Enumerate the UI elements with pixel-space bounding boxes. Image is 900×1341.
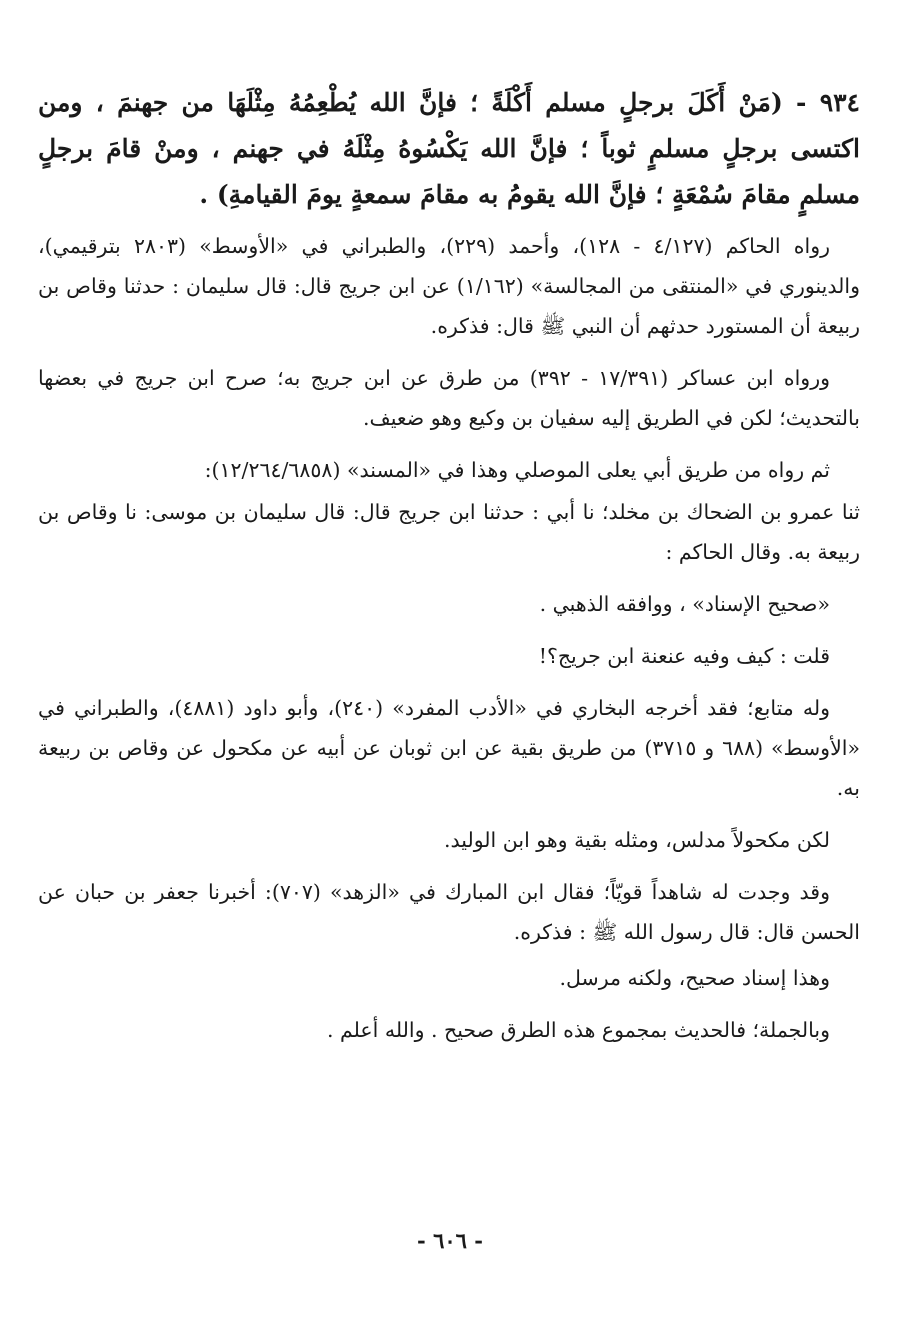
paragraph-isnad: ثنا عمرو بن الضحاك بن مخلد؛ نا أبي : حدثنا ابن جريج قال: قال سليمان بن موسى: نا وقاص بن ربيعة به. وقال الحاكم : xyxy=(38,500,860,564)
paragraph-ibn-asakir: ورواه ابن عساكر (١٧/٣٩١ - ٣٩٢) من طرق عن ابن جريج به؛ صرح ابن جريج في بعضها بالتحديث؛ لكن في الطريق إليه سفيان بن وكيع وهو ضعيف. xyxy=(38,366,860,430)
hadith-number: ٩٣٤ xyxy=(819,88,860,117)
paragraph-abu-yala: ثم رواه من طريق أبي يعلى الموصلي وهذا في «المسند» (١٢/٢٦٤/٦٨٥٨): xyxy=(204,458,830,482)
hadith-text xyxy=(38,80,860,218)
paragraph-mursal: وهذا إسناد صحيح، ولكنه مرسل. xyxy=(559,966,830,990)
hadith-matn: - (مَنْ أَكَلَ برجلٍ مسلم أَكْلَةً ؛ فإنَّ الله يُطْعِمُهُ مِثْلَهَا من جهنمَ ، ومن اكتسى برجلٍ مسلمٍ ثوباً ؛ فإنَّ الله يَكْسُوهُ مِثْلَهُ في جهنم ، ومنْ قامَ برجلٍ مسلمٍ مقامَ سُمْعَةٍ ؛ فإنَّ الله يقومُ به مقامَ سمعةٍ يومَ القيامةِ) . xyxy=(38,88,860,209)
paragraph-mutabi: وله متابع؛ فقد أخرجه البخاري في «الأدب المفرد» (٢٤٠)، وأبو داود (٤٨٨١)، والطبراني في «الأوسط» (٦٨٨ و ٣٧١٥) من طريق بقية عن ابن ثوبان عن أبيه عن مكحول عن وقاص بن ربيعة به. xyxy=(38,696,860,800)
paragraph-hakim-grading: «صحيح الإسناد» ، ووافقه الذهبي . xyxy=(539,592,830,616)
page-body xyxy=(38,80,860,1056)
paragraph-shahid: وقد وجدت له شاهداً قويّاً؛ فقال ابن المبارك في «الزهد» (٧٠٧): أخبرنا جعفر بن حبان عن الحسن قال: قال رسول الله ﷺ : فذكره. xyxy=(38,880,860,944)
paragraph-takhrij: رواه الحاكم (٤/١٢٧ - ١٢٨)، وأحمد (٢٢٩)، والطبراني في «الأوسط» (٢٨٠٣ بترقيمي)، والدينوري في «المنتقى من المجالسة» (١/١٦٢) عن ابن جريج قال: قال سليمان : حدثنا وقاص بن ربيعة أن المستورد حدثهم أن النبي ﷺ قال: فذكره. xyxy=(38,234,860,338)
paragraph-conclusion: وبالجملة؛ فالحديث بمجموع هذه الطرق صحيح . والله أعلم . xyxy=(326,1018,830,1042)
paragraph-comment: قلت : كيف وفيه عنعنة ابن جريج؟! xyxy=(538,644,830,668)
paragraph-makhul: لكن مكحولاً مدلس، ومثله بقية وهو ابن الوليد. xyxy=(444,828,830,852)
page-number: - ٦٠٦ - xyxy=(417,1228,483,1253)
